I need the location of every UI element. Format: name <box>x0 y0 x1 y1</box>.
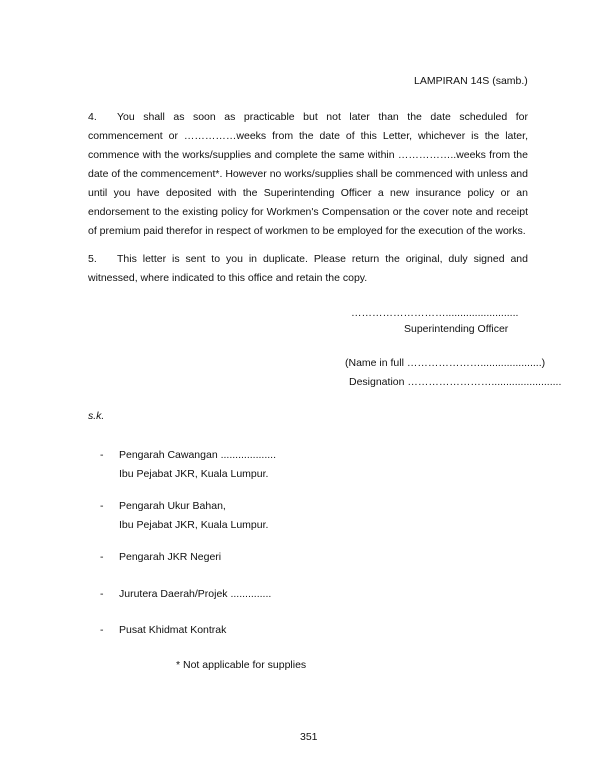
cc-line1: Pengarah Cawangan ................... <box>119 449 277 461</box>
cc-list-item <box>100 497 268 535</box>
sk-label: s.k. <box>88 410 105 422</box>
cc-list-item <box>100 621 226 640</box>
cc-dash: - <box>100 588 104 600</box>
paragraph-5-text: This letter is sent to you in duplicate. Please return the original, duly signed and witnessed, where indicated to this office and retain the copy. <box>88 253 528 284</box>
cc-line1: Jurutera Daerah/Projek .............. <box>119 588 272 600</box>
annex-label: LAMPIRAN 14S (samb.) <box>414 75 528 87</box>
cc-list-item <box>100 446 276 484</box>
paragraph-5 <box>88 250 528 288</box>
paragraph-5-number: 5. <box>88 253 97 265</box>
cc-line2: Ibu Pejabat JKR, Kuala Lumpur. <box>119 468 269 480</box>
cc-list-item <box>100 585 271 604</box>
paragraph-4-text: You shall as soon as practicable but not later than the date scheduled for commencement or ……………weeks from the date of this Letter, whichever is the later, commence with the works/supplies and complete the same within ……………..weeks from the date of the commencement*. However no works/supplies shall be commenced with unless and until you have deposited with the Superintending Officer a new insurance policy or an endorsement to the existing policy for Workmen's Compensation or the cover note and receipt of premium paid therefor in respect of workmen to be employed for the execution of the works. <box>88 111 528 237</box>
designation-line: Designation ……………………........................ <box>349 376 562 388</box>
page-number: 351 <box>300 731 318 743</box>
cc-dash: - <box>100 500 104 512</box>
paragraph-4-number: 4. <box>88 111 97 123</box>
name-in-full-line: (Name in full ………………….....................) <box>345 357 546 369</box>
footnote: * Not applicable for supplies <box>176 659 307 671</box>
cc-dash: - <box>100 624 104 636</box>
cc-dash: - <box>100 449 104 461</box>
paragraph-4 <box>88 108 528 241</box>
cc-line1: Pengarah JKR Negeri <box>119 551 222 563</box>
signature-title: Superintending Officer <box>404 323 509 335</box>
cc-list-item <box>100 548 221 567</box>
signature-line: ………………………......................... <box>351 307 519 319</box>
cc-line2: Ibu Pejabat JKR, Kuala Lumpur. <box>119 519 269 531</box>
cc-dash: - <box>100 551 104 563</box>
cc-line1: Pusat Khidmat Kontrak <box>119 624 227 636</box>
cc-line1: Pengarah Ukur Bahan, <box>119 500 226 512</box>
